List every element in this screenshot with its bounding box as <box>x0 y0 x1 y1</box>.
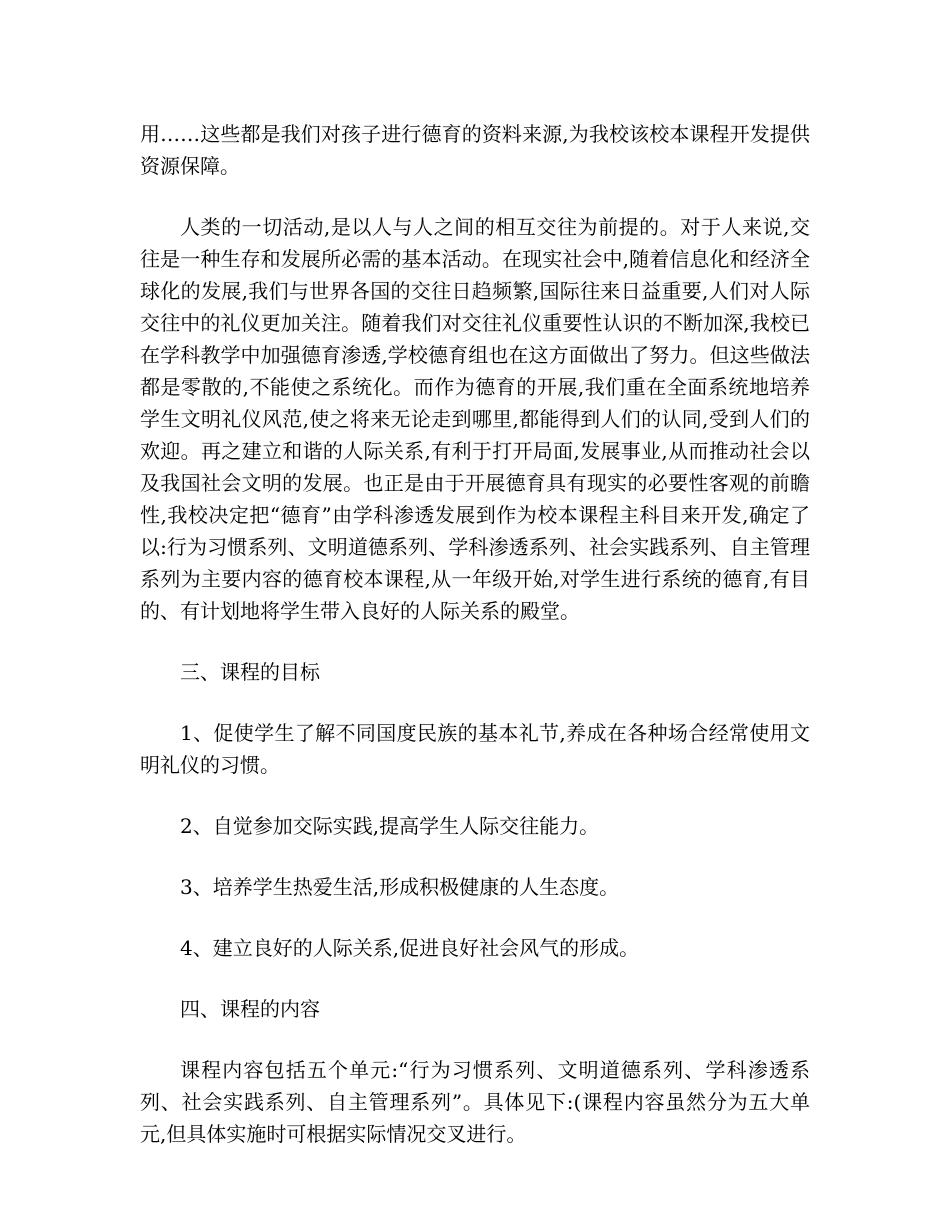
paragraph-course-units: 课程内容包括五个单元:“行为习惯系列、文明道德系列、学科渗透系列、社会实践系列、自主管理系列”。具体见下:(课程内容虽然分为五大单元,但具体实施时可根据实际情况交叉进行。 <box>140 1058 810 1146</box>
goal-item-4: 4、建立良好的人际关系,促进良好社会风气的形成。 <box>180 936 640 960</box>
goal-item-1: 1、促使学生了解不同国度民族的基本礼节,养成在各种场合经常使用文明礼仪的习惯。 <box>140 721 810 777</box>
goal-item-2: 2、自觉参加交际实践,提高学生人际交往能力。 <box>180 814 600 838</box>
goal-item-3: 3、培养学生热爱生活,形成积极健康的人生态度。 <box>180 875 620 899</box>
heading-course-content: 四、课程的内容 <box>180 997 320 1021</box>
paragraph-resource-sources: 用……这些都是我们对孩子进行德育的资料来源,为我校该校本课程开发提供资源保障。 <box>140 122 810 178</box>
document-body <box>140 118 810 1179</box>
paragraph-interpersonal-etiquette: 人类的一切活动,是以人与人之间的相互交往为前提的。对于人来说,交往是一种生存和发展所必需的基本活动。在现实社会中,随着信息化和经济全球化的发展,我们与世界各国的交往日趋频繁,国际往来日益重要,人们对人际交往中的礼仪更加关注。随着我们对交往礼仪重要性认识的不断加深,我校已在学科教学中加强德育渗透,学校德育组也在这方面做出了努力。但这些做法都是零散的,不能使之系统化。而作为德育的开展,我们重在全面系统地培养学生文明礼仪风范,使之将来无论走到哪里,都能得到人们的认同,受到人们的欢迎。再之建立和谐的人际关系,有利于打开局面,发展事业,从而推动社会以及我国社会文明的发展。也正是由于开展德育具有现实的必要性客观的前瞻性,我校决定把“德育”由学科渗透发展到作为校本课程主科目来开发,确定了以:行为习惯系列、文明道德系列、学科渗透系列、社会实践系列、自主管理系列为主要内容的德育校本课程,从一年级开始,对学生进行系统的德育,有目的、有计划地将学生带入良好的人际关系的殿堂。 <box>140 215 810 623</box>
heading-course-goals: 三、课程的目标 <box>180 660 320 684</box>
